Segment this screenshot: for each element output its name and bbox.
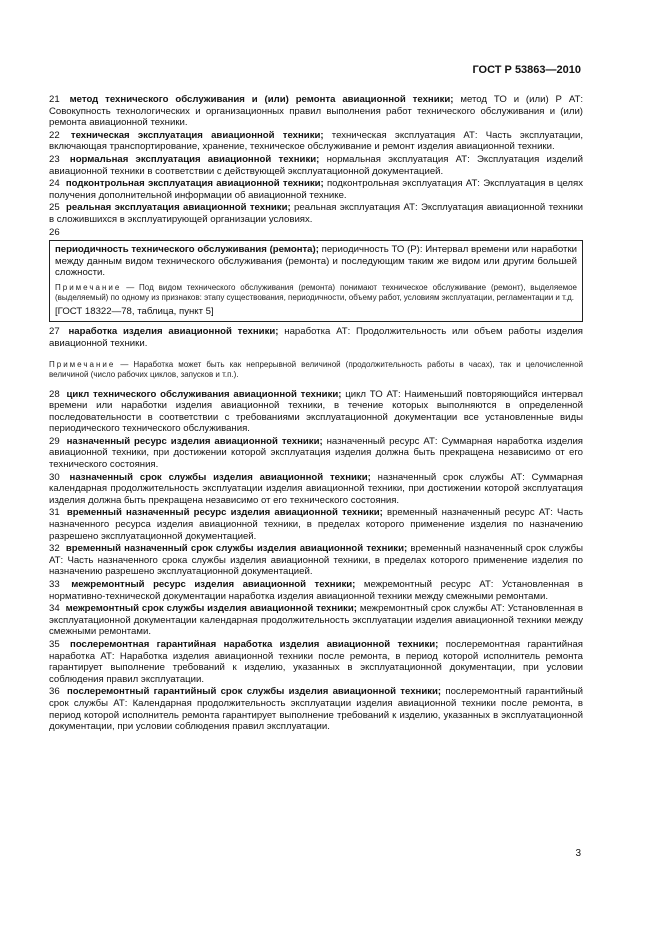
entry-term: метод технического обслуживания и (или) ремонта авиационной техники; bbox=[69, 94, 454, 105]
entry-number: 23 bbox=[49, 153, 60, 165]
entry-number-26: 26 bbox=[49, 226, 60, 238]
entry-number: 31 bbox=[49, 507, 60, 519]
standard-code-header: ГОСТ Р 53863—2010 bbox=[472, 64, 581, 76]
source-reference: [ГОСТ 18322—78, таблица, пункт 5] bbox=[55, 306, 214, 318]
term-entry-30 bbox=[49, 472, 583, 507]
boxed-definition bbox=[55, 244, 577, 279]
entry-definition: межремонтный ресурс АТ: Установленная в нормативно-технической документации наработка изделия авиационной техники между смежными ремонтами. bbox=[49, 579, 584, 602]
entry-number: 32 bbox=[49, 543, 60, 555]
note bbox=[55, 283, 577, 303]
note-label: Примечание bbox=[55, 282, 122, 292]
entry-number: 22 bbox=[49, 129, 60, 141]
entry-term: межремонтный ресурс изделия авиационной техники; bbox=[71, 579, 356, 590]
entry-term: цикл технического обслуживания авиационной техники; bbox=[66, 388, 342, 400]
entry-definition: наработка АТ: Продолжительность или объем работы изделия авиационной техники. bbox=[49, 325, 583, 349]
entry-definition: межремонтный срок службы АТ: Установленная в эксплуатационной документации календарная продолжительность эксплуатации изделия авиационной техники между смежными ремонтами. bbox=[49, 603, 584, 638]
entry-definition: метод ТО и (или) Р АТ: Совокупность технологических и организационных правил выполнения работ технического обслуживания и (или) ремонта авиационной техники. bbox=[49, 94, 583, 129]
note-label: Примечание bbox=[49, 360, 116, 370]
document-body bbox=[49, 94, 583, 734]
term-entry-32 bbox=[49, 543, 583, 578]
term-entry-27 bbox=[49, 326, 583, 349]
page-number: 3 bbox=[575, 848, 581, 859]
entry-number: 36 bbox=[49, 686, 60, 698]
entry-term: назначенный срок службы изделия авиационной техники; bbox=[69, 471, 371, 483]
entry-definition: нормальная эксплуатация АТ: Эксплуатация изделий авиационной техники в соответствии с действующей эксплуатационной документацией. bbox=[49, 153, 583, 177]
entry-term: реальная эксплуатация авиационной техники; bbox=[66, 202, 291, 214]
entry-term: техническая эксплуатация авиационной техники; bbox=[70, 129, 324, 141]
entry-term: послеремонтный гарантийный срок службы изделия авиационной техники; bbox=[66, 686, 442, 698]
entry-term: послеремонтная гарантийная наработка изделия авиационной техники; bbox=[70, 638, 439, 650]
entry-number: 21 bbox=[49, 94, 60, 105]
boxed-term-entry-26 bbox=[49, 240, 583, 322]
term-entry-35 bbox=[49, 639, 583, 685]
entry-definition: назначенный ресурс АТ: Суммарная наработка изделия авиационной техники, при достижении которой эксплуатация изделия должна быть прекращена независимо от его технического состояния. bbox=[49, 435, 584, 471]
entry-definition: назначенный срок службы АТ: Суммарная календарная продолжительность эксплуатации изделия авиационной техники, при достижении которой эксплуатация изделия должна быть прекращена независимо от его технического состояния. bbox=[49, 471, 583, 506]
entry-number: 33 bbox=[49, 579, 60, 590]
entry-term: временный назначенный срок службы изделия авиационной техники; bbox=[65, 543, 408, 555]
term-entry-21 bbox=[49, 94, 583, 129]
entry-number: 28 bbox=[49, 388, 60, 400]
entry-definition: временный назначенный срок службы АТ: Часть назначенного срока службы изделия авиационной техники, в пределах которого применение изделия по назначению разрешено эксплуатационной документацией. bbox=[49, 543, 583, 578]
entry-number: 30 bbox=[49, 471, 60, 483]
term-entry-31 bbox=[49, 507, 583, 542]
entry-definition: цикл ТО АТ: Наименьший повторяющийся интервал времени или наработки изделия авиационной техники, в течение которых выполняются в определенной последовательности в соответствии с требованиями эксплуатационной документации все установленные виды периодического технического обслуживания. bbox=[49, 388, 584, 435]
term-entry-23 bbox=[49, 154, 583, 177]
note-text: — Наработка может быть как непрерывной величиной (продолжительность работы в часах), так и целочисленной величиной (число рабочих циклов, запусков и т.п.). bbox=[49, 360, 583, 380]
entry-number: 24 bbox=[49, 178, 60, 190]
entry-definition: техническая эксплуатация АТ: Часть эксплуатации, включающая транспортирование, хранение, техническое обслуживание и ремонт изделия авиационной техники. bbox=[49, 129, 583, 153]
entry-term: нормальная эксплуатация авиационной техники; bbox=[69, 153, 320, 165]
entry-definition: реальная эксплуатация АТ: Эксплуатация авиационной техники в сложившихся в эксплуатирующей организации условиях. bbox=[49, 202, 583, 225]
note-text: — Под видом технического обслуживания (ремонта) понимают техническое обслуживание (ремонт), выделяемое (выделяемый) по одному из признаков: этапу существования, периодичности, объему работ, условиям эксплуатации, регламентации и т.д. bbox=[55, 282, 577, 303]
entry-definition: периодичность ТО (Р): Интервал времени или наработки между данным видом технического обслуживания (ремонта) и последующим таким же видом или другим большей сложности. bbox=[55, 244, 577, 279]
term-entry-25 bbox=[49, 202, 583, 225]
entry-term: временный назначенный ресурс изделия авиационной техники; bbox=[66, 507, 383, 519]
entry-term: наработка изделия авиационной техники; bbox=[68, 325, 279, 337]
note bbox=[49, 360, 583, 380]
entry-definition: послеремонтная гарантийная наработка АТ: Наработка изделия авиационной техники после ремонта, в период которой исполнитель ремонта гарантирует выполнение требований к изделию, указанных в эксплуатационной документации, при условии соблюдения правил эксплуатации. bbox=[49, 638, 583, 685]
entry-number: 29 bbox=[49, 435, 60, 447]
entry-definition: подконтрольная эксплуатация АТ: Эксплуатация в целях получения дополнительной информации об авиационной технике. bbox=[49, 178, 583, 201]
term-entry-24 bbox=[49, 178, 583, 201]
term-entry-33 bbox=[49, 579, 583, 602]
entry-term: назначенный ресурс изделия авиационной техники; bbox=[66, 435, 323, 447]
entry-definition: послеремонтный гарантийный срок службы АТ: Календарная продолжительность эксплуатации изделия авиационной техники после ремонта, в период которой исполнитель ремонта гарантирует выполнение требований к изделию, указанных в эксплуатационной документации, при условии соблюдения правил эксплуатации. bbox=[49, 686, 584, 733]
term-entry-22 bbox=[49, 130, 583, 153]
entry-term: подконтрольная эксплуатация авиационной техники; bbox=[65, 178, 324, 190]
term-entry-29 bbox=[49, 436, 583, 471]
term-entry-36 bbox=[49, 686, 583, 732]
term-entry-34 bbox=[49, 603, 583, 638]
entry-number: 25 bbox=[49, 202, 60, 214]
entry-number: 35 bbox=[49, 638, 60, 650]
entry-number: 34 bbox=[49, 603, 60, 615]
entry-definition: временный назначенный ресурс АТ: Часть назначенного ресурса изделия авиационной техники, в пределах которого применение изделия по назначению разрешено эксплуатационной документацией. bbox=[49, 507, 583, 542]
entry-term: межремонтный срок службы изделия авиационной техники; bbox=[65, 603, 357, 615]
term-entry-28 bbox=[49, 389, 583, 435]
entry-term: периодичность технического обслуживания (ремонта); bbox=[55, 244, 319, 256]
entry-number: 27 bbox=[49, 325, 60, 337]
